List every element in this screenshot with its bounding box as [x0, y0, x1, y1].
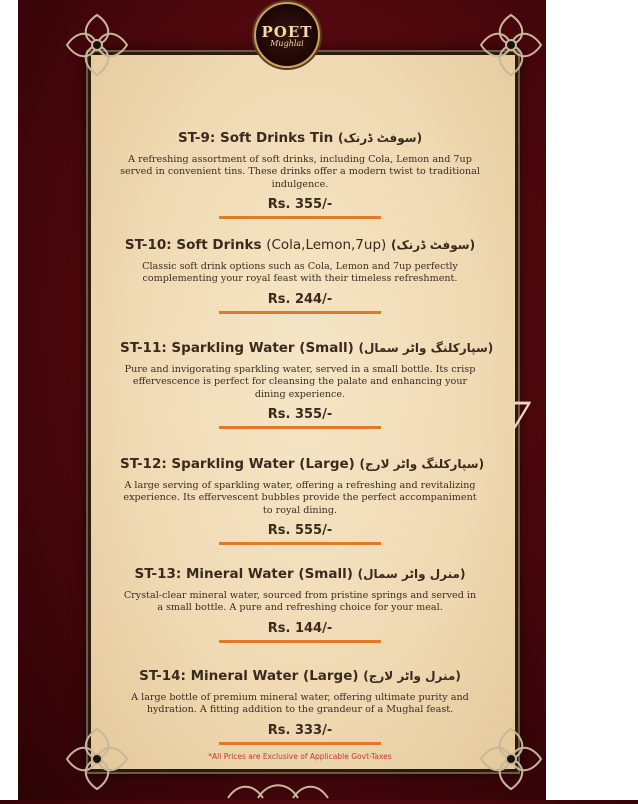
corner-ornament-icon — [476, 724, 546, 794]
item-urdu-name: (منرل واٹر لارج) — [363, 669, 461, 683]
item-description: A large bottle of premium mineral water, offering ultimate purity and hydration. A fitting addition to the grandeur of a Mughal feast. — [131, 692, 469, 716]
item-title-extra: (Cola,Lemon,7up) — [266, 237, 387, 253]
right-margin — [546, 0, 638, 800]
item-price: Rs. 555/- — [267, 523, 333, 539]
item-urdu-name: (سپارکلنگ واٹر سمال) — [358, 341, 494, 355]
item-description: Crystal-clear mineral water, sourced from pristine springs and served in a small bottle. A pure and refreshing choice for your meal. — [123, 590, 477, 614]
menu-item — [120, 566, 480, 668]
tax-footnote: *All Prices are Exclusive of Applicable Govt-Taxes — [208, 752, 392, 761]
left-margin — [0, 0, 18, 800]
item-urdu-name: (سپارکلنگ واٹر لارج) — [359, 457, 485, 471]
menu-item — [120, 668, 480, 758]
item-urdu-name: (منرل واٹر سمال) — [357, 567, 466, 581]
menu-item — [120, 237, 480, 340]
brand-logo — [254, 2, 318, 66]
menu-item — [120, 340, 494, 456]
item-description: A refreshing assortment of soft drinks, including Cola, Lemon and 7up served in convenient tins. These drinks offer a modern twist to traditional indulgence. — [120, 154, 480, 190]
item-title: ST-13: Mineral Water (Small) (منرل واٹر سمال) — [134, 566, 466, 582]
item-price: Rs. 244/- — [267, 291, 333, 307]
page-number: 7 — [508, 396, 531, 437]
item-title: ST-11: Sparkling Water (Small) (سپارکلنگ واٹر سمال) — [120, 340, 494, 356]
corner-ornament-icon — [476, 10, 546, 80]
menu-item — [120, 130, 480, 237]
item-urdu-name: (سوفٹ ڈرنک) — [337, 131, 423, 145]
logo-main-text: POET — [261, 22, 313, 41]
corner-ornament-icon — [62, 10, 132, 80]
item-description: Pure and invigorating sparkling water, served in a small bottle. Its crisp effervescence is perfect for cleansing the palate and enhancing your dining experience. — [124, 364, 476, 400]
price-underline — [219, 542, 381, 545]
item-title: ST-14: Mineral Water (Large) (منرل واٹر لارج) — [139, 668, 461, 684]
item-price: Rs. 144/- — [267, 620, 333, 636]
price-underline — [219, 742, 381, 745]
logo-sub-text: Mughlai — [270, 38, 304, 48]
price-underline — [219, 640, 381, 643]
item-title: ST-9: Soft Drinks Tin (سوفٹ ڈرنک) — [177, 130, 423, 146]
menu-item — [120, 456, 485, 566]
item-price: Rs. 333/- — [267, 722, 333, 738]
item-price: Rs. 355/- — [267, 197, 333, 213]
item-description: A large serving of sparkling water, offering a refreshing and revitalizing experience. Its effervescent bubbles provide the perfect accompaniment to royal dining. — [123, 480, 477, 516]
item-price: Rs. 355/- — [267, 407, 333, 423]
price-underline — [219, 311, 381, 314]
price-underline — [219, 216, 381, 219]
bottom-ornament-icon — [218, 778, 338, 800]
menu-list — [120, 130, 494, 758]
item-title: ST-12: Sparkling Water (Large) (سپارکلنگ واٹر لارج) — [120, 456, 485, 472]
item-urdu-name: (سوفٹ ڈرنک) — [391, 238, 476, 252]
item-title: ST-10: Soft Drinks (Cola,Lemon,7up) (سوفٹ ڈرنک) — [124, 237, 476, 253]
price-underline — [219, 426, 381, 429]
item-description: Classic soft drink options such as Cola, Lemon and 7up perfectly complementing your royal feast with their timeless refreshment. — [142, 261, 458, 285]
